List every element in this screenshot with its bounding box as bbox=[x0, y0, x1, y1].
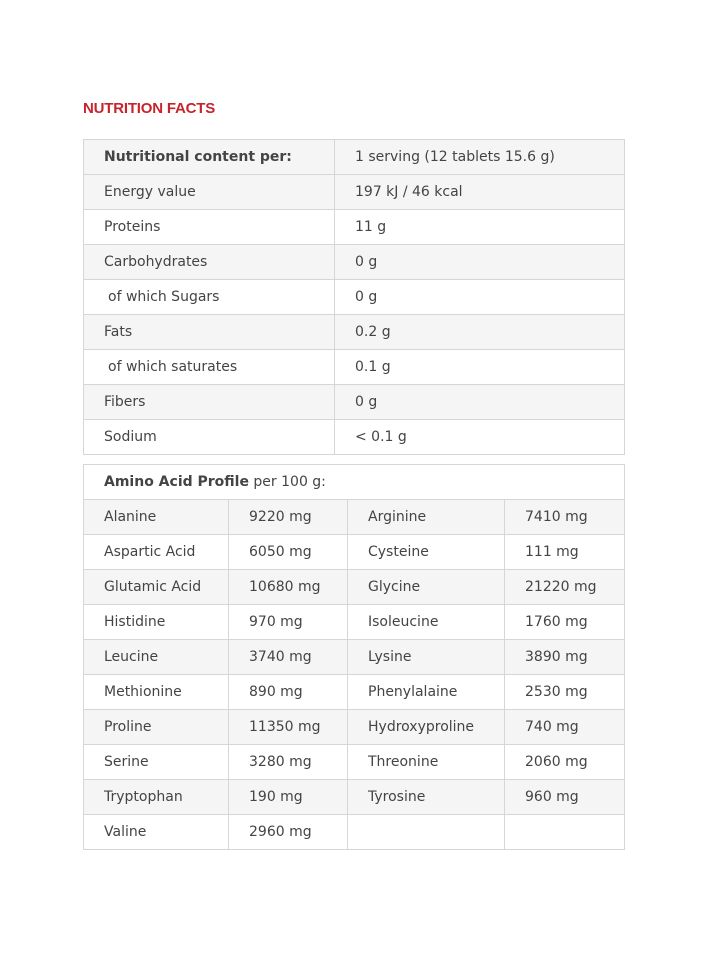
nutrition-row bbox=[84, 350, 625, 385]
amino-value: 2960 mg bbox=[229, 815, 348, 850]
amino-name: Valine bbox=[84, 815, 229, 850]
nutrient-value: < 0.1 g bbox=[335, 420, 625, 455]
nutrient-label: Proteins bbox=[84, 210, 335, 245]
nutrient-label: Fats bbox=[84, 315, 335, 350]
amino-name: Cysteine bbox=[348, 535, 505, 570]
amino-name: Hydroxyproline bbox=[348, 710, 505, 745]
amino-value: 2530 mg bbox=[505, 675, 625, 710]
amino-value bbox=[505, 815, 625, 850]
amino-value: 1760 mg bbox=[505, 605, 625, 640]
amino-value: 7410 mg bbox=[505, 500, 625, 535]
nutrient-value: 0 g bbox=[335, 385, 625, 420]
amino-name: Serine bbox=[84, 745, 229, 780]
amino-value: 10680 mg bbox=[229, 570, 348, 605]
amino-row bbox=[84, 745, 625, 780]
amino-value: 11350 mg bbox=[229, 710, 348, 745]
amino-name: Proline bbox=[84, 710, 229, 745]
nutrition-row bbox=[84, 385, 625, 420]
amino-header-row bbox=[84, 465, 625, 500]
amino-name: Alanine bbox=[84, 500, 229, 535]
nutrient-value: 0.1 g bbox=[335, 350, 625, 385]
amino-name bbox=[348, 815, 505, 850]
nutrient-label: of which saturates bbox=[84, 350, 335, 385]
nutrient-label: Energy value bbox=[84, 175, 335, 210]
amino-name: Glutamic Acid bbox=[84, 570, 229, 605]
amino-row bbox=[84, 535, 625, 570]
amino-value: 6050 mg bbox=[229, 535, 348, 570]
nutrition-row bbox=[84, 280, 625, 315]
amino-row bbox=[84, 780, 625, 815]
amino-name: Aspartic Acid bbox=[84, 535, 229, 570]
nutrition-row bbox=[84, 420, 625, 455]
nutrient-label: Carbohydrates bbox=[84, 245, 335, 280]
nutrient-label: Sodium bbox=[84, 420, 335, 455]
nutrition-header-label: Nutritional content per: bbox=[84, 140, 335, 175]
amino-value: 890 mg bbox=[229, 675, 348, 710]
nutrition-header-row bbox=[84, 140, 625, 175]
nutrition-table bbox=[83, 139, 625, 455]
amino-value: 3890 mg bbox=[505, 640, 625, 675]
amino-acid-table bbox=[83, 464, 625, 850]
nutrition-row bbox=[84, 315, 625, 350]
amino-value: 3740 mg bbox=[229, 640, 348, 675]
amino-name: Tryptophan bbox=[84, 780, 229, 815]
nutrition-row bbox=[84, 210, 625, 245]
nutrient-label: of which Sugars bbox=[84, 280, 335, 315]
amino-value: 2060 mg bbox=[505, 745, 625, 780]
amino-row bbox=[84, 570, 625, 605]
amino-header bbox=[84, 465, 625, 500]
amino-name: Glycine bbox=[348, 570, 505, 605]
amino-header-title: Amino Acid Profile bbox=[104, 474, 249, 490]
nutrient-value: 11 g bbox=[335, 210, 625, 245]
amino-value: 970 mg bbox=[229, 605, 348, 640]
amino-name: Lysine bbox=[348, 640, 505, 675]
amino-name: Tyrosine bbox=[348, 780, 505, 815]
nutrient-value: 197 kJ / 46 kcal bbox=[335, 175, 625, 210]
nutrition-row bbox=[84, 175, 625, 210]
amino-value: 960 mg bbox=[505, 780, 625, 815]
amino-row bbox=[84, 710, 625, 745]
amino-value: 111 mg bbox=[505, 535, 625, 570]
amino-name: Methionine bbox=[84, 675, 229, 710]
amino-name: Histidine bbox=[84, 605, 229, 640]
amino-value: 21220 mg bbox=[505, 570, 625, 605]
nutrient-value: 0.2 g bbox=[335, 315, 625, 350]
amino-name: Leucine bbox=[84, 640, 229, 675]
amino-row bbox=[84, 815, 625, 850]
page-title: NUTRITION FACTS bbox=[83, 100, 215, 117]
amino-name: Isoleucine bbox=[348, 605, 505, 640]
amino-value: 9220 mg bbox=[229, 500, 348, 535]
amino-value: 740 mg bbox=[505, 710, 625, 745]
amino-row bbox=[84, 640, 625, 675]
amino-name: Phenylalaine bbox=[348, 675, 505, 710]
nutrition-row bbox=[84, 245, 625, 280]
amino-name: Threonine bbox=[348, 745, 505, 780]
nutrient-value: 0 g bbox=[335, 280, 625, 315]
nutrition-header-value: 1 serving (12 tablets 15.6 g) bbox=[335, 140, 625, 175]
amino-value: 3280 mg bbox=[229, 745, 348, 780]
amino-header-unit: per 100 g: bbox=[248, 474, 326, 490]
nutrient-value: 0 g bbox=[335, 245, 625, 280]
nutrient-label: Fibers bbox=[84, 385, 335, 420]
amino-row bbox=[84, 675, 625, 710]
amino-row bbox=[84, 605, 625, 640]
amino-row bbox=[84, 500, 625, 535]
amino-value: 190 mg bbox=[229, 780, 348, 815]
amino-name: Arginine bbox=[348, 500, 505, 535]
